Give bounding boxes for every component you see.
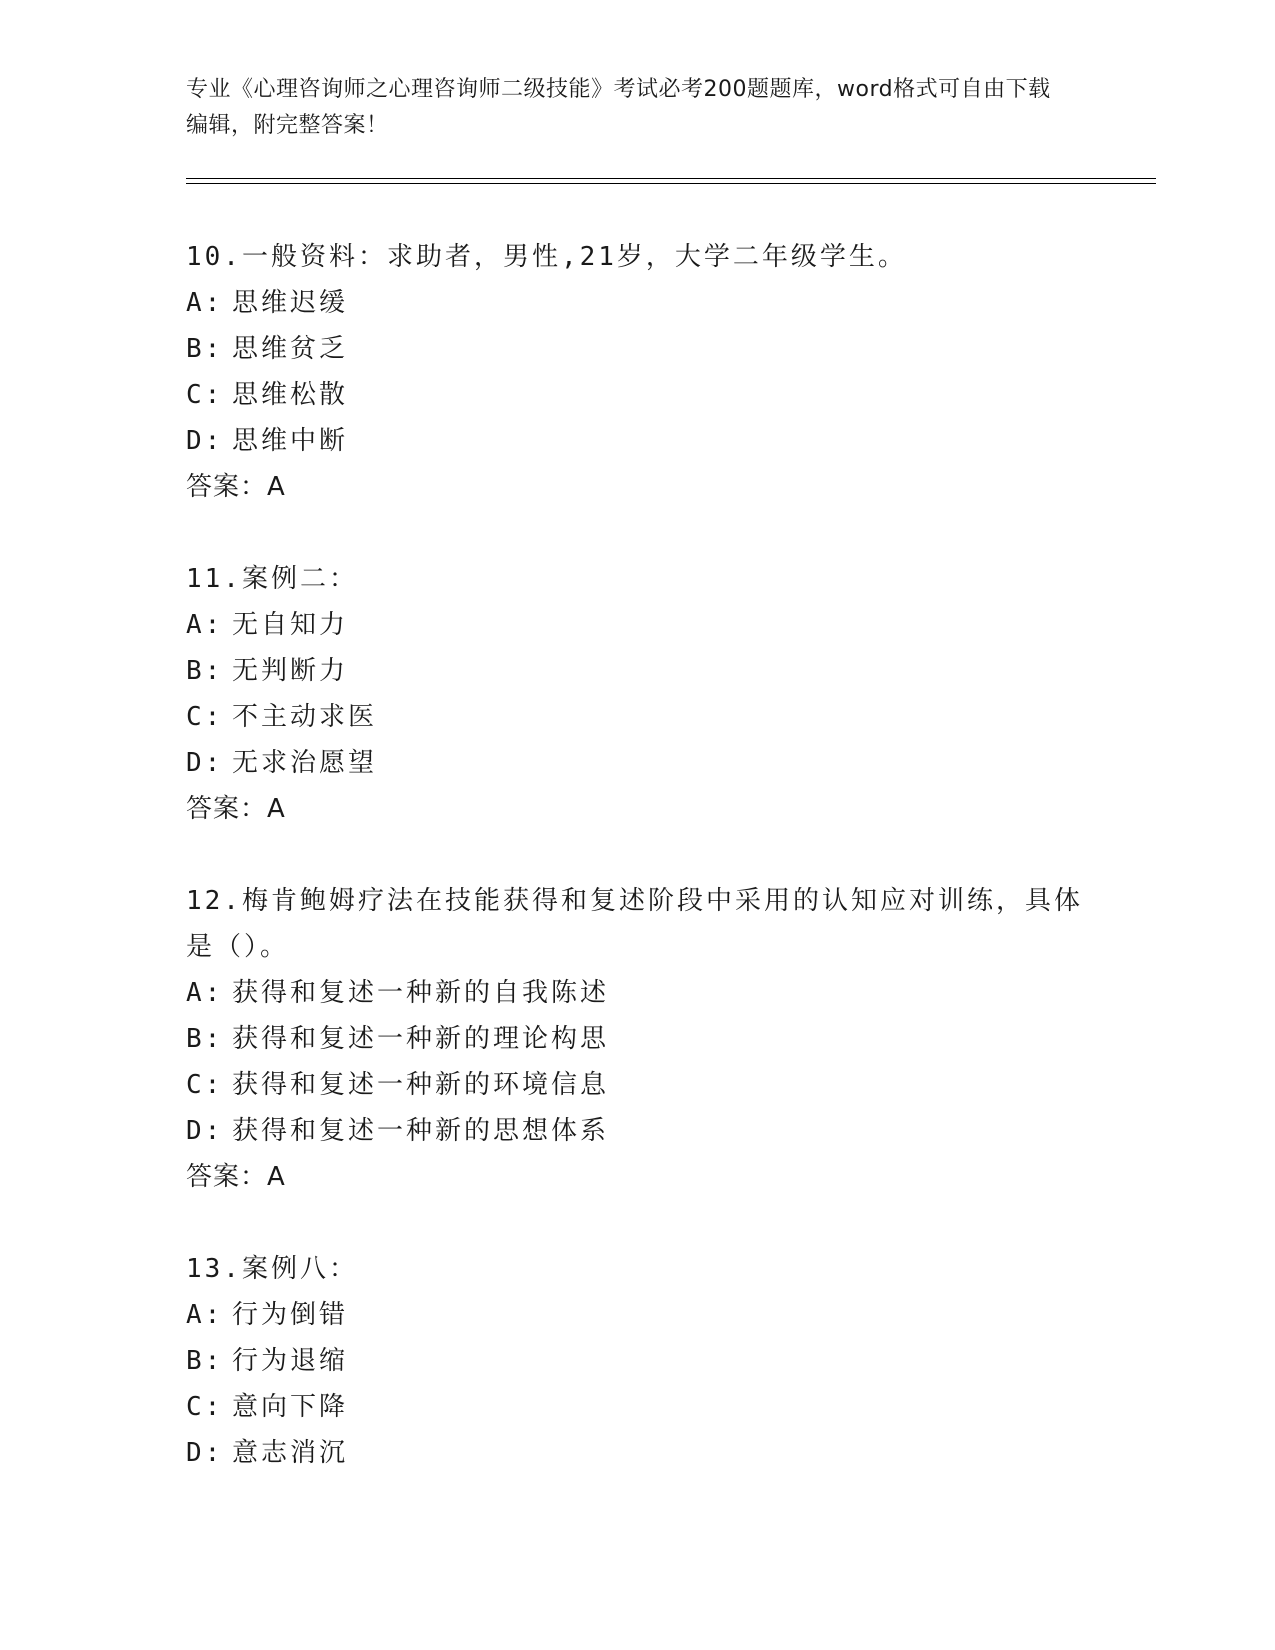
question-stem: 10.一般资料：求助者，男性,21岁，大学二年级学生。	[186, 242, 907, 272]
option-text: 思维中断	[232, 426, 349, 456]
option-key: D:	[186, 1438, 224, 1468]
question-stem: 12.梅肯鲍姆疗法在技能获得和复述阶段中采用的认知应对训练，具体是（）。	[186, 886, 1083, 962]
option-text: 意志消沉	[232, 1438, 349, 1468]
option-text: 获得和复述一种新的思想体系	[232, 1116, 610, 1146]
option-key: C:	[186, 702, 224, 732]
option-b	[186, 1016, 1086, 1062]
document-header	[186, 72, 1066, 144]
option-text: 意向下降	[232, 1392, 349, 1422]
option-key: C:	[186, 380, 224, 410]
option-text: 获得和复述一种新的自我陈述	[232, 978, 610, 1008]
option-a	[186, 602, 1086, 648]
option-d	[186, 418, 1086, 464]
question-10	[186, 234, 1086, 510]
question-13	[186, 1246, 1086, 1476]
option-key: D:	[186, 426, 224, 456]
option-key: A:	[186, 610, 224, 640]
option-c	[186, 1062, 1086, 1108]
option-key: D:	[186, 1116, 224, 1146]
option-c	[186, 372, 1086, 418]
option-text: 无自知力	[232, 610, 349, 640]
option-b	[186, 326, 1086, 372]
header-double-rule	[186, 178, 1156, 184]
option-text: 行为倒错	[232, 1300, 349, 1330]
option-key: A:	[186, 978, 224, 1008]
option-text: 思维松散	[232, 380, 349, 410]
option-a	[186, 1292, 1086, 1338]
header-text: 专业《心理咨询师之心理咨询师二级技能》考试必考200题题库，word格式可自由下载编辑，附完整答案！	[186, 77, 1051, 138]
question-11	[186, 556, 1086, 832]
question-list	[186, 234, 1086, 1522]
question-12	[186, 878, 1086, 1200]
option-a	[186, 280, 1086, 326]
option-key: B:	[186, 1024, 224, 1054]
option-key: B:	[186, 1346, 224, 1376]
option-d	[186, 1108, 1086, 1154]
option-text: 思维贫乏	[232, 334, 349, 364]
option-c	[186, 694, 1086, 740]
option-d	[186, 1430, 1086, 1476]
question-stem: 13.案例八：	[186, 1254, 358, 1284]
option-text: 思维迟缓	[232, 288, 349, 318]
option-text: 不主动求医	[232, 702, 378, 732]
option-text: 无判断力	[232, 656, 349, 686]
option-text: 获得和复述一种新的理论构思	[232, 1024, 610, 1054]
option-key: B:	[186, 656, 224, 686]
option-key: A:	[186, 288, 224, 318]
option-c	[186, 1384, 1086, 1430]
option-key: C:	[186, 1070, 224, 1100]
header-rule-top	[186, 178, 1156, 179]
option-b	[186, 1338, 1086, 1384]
option-d	[186, 740, 1086, 786]
answer-line: 答案：A	[186, 1162, 286, 1192]
header-rule-bottom	[186, 183, 1156, 184]
option-a	[186, 970, 1086, 1016]
option-key: B:	[186, 334, 224, 364]
option-key: D:	[186, 748, 224, 778]
option-key: A:	[186, 1300, 224, 1330]
option-b	[186, 648, 1086, 694]
question-stem: 11.案例二：	[186, 564, 358, 594]
option-text: 无求治愿望	[232, 748, 378, 778]
option-text: 获得和复述一种新的环境信息	[232, 1070, 610, 1100]
option-key: C:	[186, 1392, 224, 1422]
answer-line: 答案：A	[186, 794, 286, 824]
option-text: 行为退缩	[232, 1346, 349, 1376]
answer-line: 答案：A	[186, 472, 286, 502]
